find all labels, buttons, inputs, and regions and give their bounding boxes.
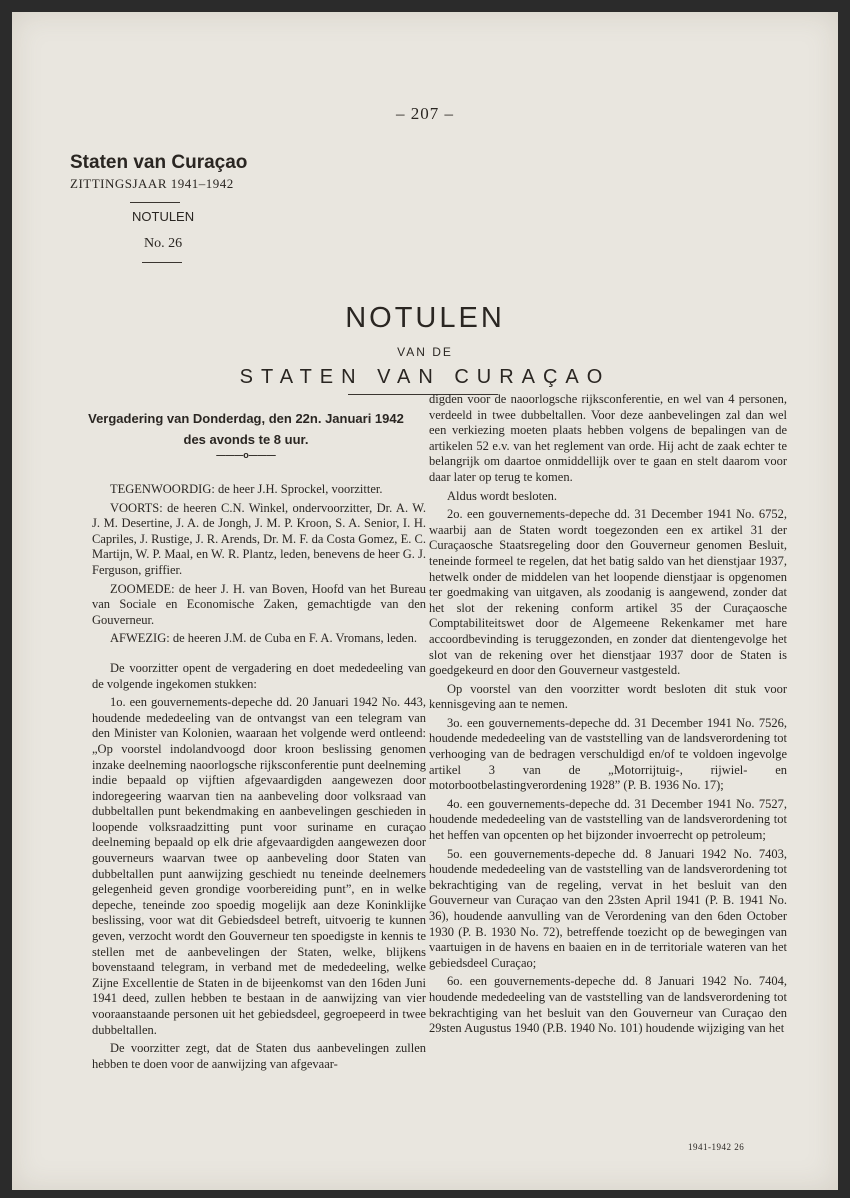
- divider: [130, 202, 180, 203]
- paragraph: VOORTS: de heeren C.N. Winkel, ondervoorzitter, Dr. A. W. J. M. Desertine, J. A. de Jongh, J. M. P. Kroon, S. A. Senior, I. H. Capriles, J. Rustige, J. R. Arends, Dr. M. F. da Costa Gomez, E. C. Martijn, W. P. Maal, en W. R. Plantz, leden, benevens de heer G. J. Ferguson, griffier.: [92, 500, 426, 577]
- meeting-heading: [76, 408, 416, 460]
- ornament: ———o———: [216, 450, 276, 460]
- header-title: Staten van Curaçao: [70, 152, 248, 173]
- header-session: ZITTINGSJAAR 1941–1942: [70, 176, 234, 191]
- masthead-subtitle: VAN DE: [397, 345, 453, 359]
- paragraph: AFWEZIG: de heeren J.M. de Cuba en F. A. Vromans, leden.: [110, 631, 417, 646]
- paragraph: Op voorstel van den voorzitter wordt besloten dit stuk voor kennisgeving aan te nemen.: [429, 681, 787, 712]
- header-section: NOTULEN: [132, 209, 195, 224]
- paragraph: digden voor de naoorlogsche rijksconferentie, en wel van 4 personen, verdeeld in twee dubbeltallen. Voor deze aanbevelingen zal dan wel een verkiezing moeten plaats hebben volgens de bepalingen van de artikelen 52 e.v. van het reglement van orde. Hij acht de zaak echter te belangrijk om daartoe onmiddellijk over te gaan en stelt daarom voor daar later op terug te komen.: [429, 392, 787, 484]
- left-column: [92, 482, 426, 1075]
- right-column: [429, 392, 787, 1040]
- meeting-line-2: des avonds te 8 uur.: [183, 432, 309, 447]
- paragraph: De voorzitter zegt, dat de Staten dus aanbevelingen zullen hebben te doen voor de aanwijzing van afgevaar-: [92, 1041, 426, 1071]
- meeting-line-1: Vergadering van Donderdag, den 22n. Januari 1942: [88, 411, 404, 426]
- paragraph: Aldus wordt besloten.: [447, 488, 558, 503]
- paragraph: 6o. een gouvernements-depeche dd. 8 Januari 1942 No. 7404, houdende mededeeling van de vaststelling van de landsverordening tot bekrachtiging van het besluit van den Gouverneur van Curaçao den 29sten Augustus 1940 (P.B. 1940 No. 101) houdende wijziging van het: [429, 974, 787, 1036]
- paragraph: 3o. een gouvernements-depeche dd. 31 December 1941 No. 7526, houdende mededeeling van de vaststelling van de landsverordening tot verhooging van de bedragen verschuldigd en/of te voldoen ingevolge artikel 3 van de „Motorrijtuig-, rijwiel- en motorbootbelastingverordening 1928” (P. B. 1936 No. 17);: [429, 715, 787, 793]
- paragraph: TEGENWOORDIG: de heer J.H. Sprockel, voorzitter.: [110, 482, 383, 496]
- paragraph: 2o. een gouvernements-depeche dd. 31 December 1941 No. 6752, waarbij aan de Staten wordt toegezonden een ex artikel 31 der Curaçaosche Staatsregeling door den Gouverneur genomen Besluit, teneinde formeel te regelen, dat het batig saldo van het dienstjaar 1937, hetwelk onder de middelen van het loopende dienstjaar is opgenomen ter goedmaking van uitgaven, als zoodanig is aangewend, zonder dat het slot der rekening conform artikel 35 der Curaçaosche Comptabiliteitswet door de Algemeene Rekenkamer met hare accoordbevinding is teruggezonden, en zonder dat dientengevolge het slot van de rekening over het dienstjaar 1937 door de Staten is goedgekeurd en door den Gouverneur vastgesteld.: [429, 507, 787, 678]
- header-number: No. 26: [144, 236, 183, 251]
- session-header: [70, 152, 270, 263]
- paragraph: ZOOMEDE: de heer J. H. van Boven, Hoofd van het Bureau van Sociale en Economische Zaken, gemachtigde van den Gouverneur.: [92, 581, 426, 627]
- divider: [142, 262, 182, 263]
- paragraph: 5o. een gouvernements-depeche dd. 8 Januari 1942 No. 7403, houdende mededeeling van de vaststelling van de landsverordening tot bekrachtiging van de regeling, vervat in het besluit van den Gouverneur van Curaçao van den 23sten April 1941 (P. B. 1941 No. 36), houdende aanvulling van de Verordening van den 6den October 1930 (P. B. 1930 No. 72), betreffende toezicht op de bewegingen van vaartuigen in de havens en baaien en in de territoriale wateren van het gebiedsdeel Curaçao;: [429, 846, 787, 970]
- masthead-body: STATEN VAN CURAÇAO: [239, 366, 611, 388]
- document-page: [12, 12, 838, 1190]
- paragraph: 4o. een gouvernements-depeche dd. 31 December 1941 No. 7527, houdende mededeeling van de vaststelling van de landsverordening tot het heffen van opcenten op het bijzonder invoerrecht op petroleum;: [429, 796, 787, 843]
- masthead-title: NOTULEN: [345, 302, 505, 334]
- archive-mark: 1941-1942 26: [688, 1142, 745, 1152]
- paragraph: 1o. een gouvernements-depeche dd. 20 Januari 1942 No. 443, houdende mededeeling van de ontvangst van een telegram van den Minister van Kolonien, waaraan het volgende werd ontleend: „Op voorstel indolandvoogd door kroon beslissing genomen inzake deelneming naoorlogsche rijksconferentie punt deelneming indie bepaald op vijftien afgevaardigden aangewezen door indoregeering waarvan tien na aanbeveling door volksraad van dubbeltallen punt bekendmaking en aanbevelingen geschieden in loopende volksraadzitting punt voor suriname en curaçao deelneming bepaald op elk drie afgevaardigden aangewezen door gouverneurs waarvan twee op aanbeveling door Staten van dubbeltallen punt aanwijzing geschiedt nu teneinde deelnemers gelegenheid geven grondige voorbereiding punt”, en in welke depeche, teneinde zoo spoedig mogelijk aan deze Koninklijke beslissing, voor wat dit Gebiedsdeel betreft, uitvoerig te kunnen geven, verzocht wordt den Gouverneur ten spoedigste in kennis te stellen met de aanbevelingen der Staten, welke, blijkens bovenstaand telegram, in verband met de mededeeling, welke Zijne Excellentie de Staten in de bijeenkomst van den 16den Juni 1941 deed, zullen hebben te bestaan in de aanwijzing van vier vooraanstaande personen uit het gebiedsdeel, gegroepeerd in twee dubbeltallen.: [92, 695, 426, 1037]
- paragraph: De voorzitter opent de vergadering en doet mededeeling van de volgende ingekomen stukken:: [92, 660, 426, 691]
- page-number: – 207 –: [396, 104, 454, 123]
